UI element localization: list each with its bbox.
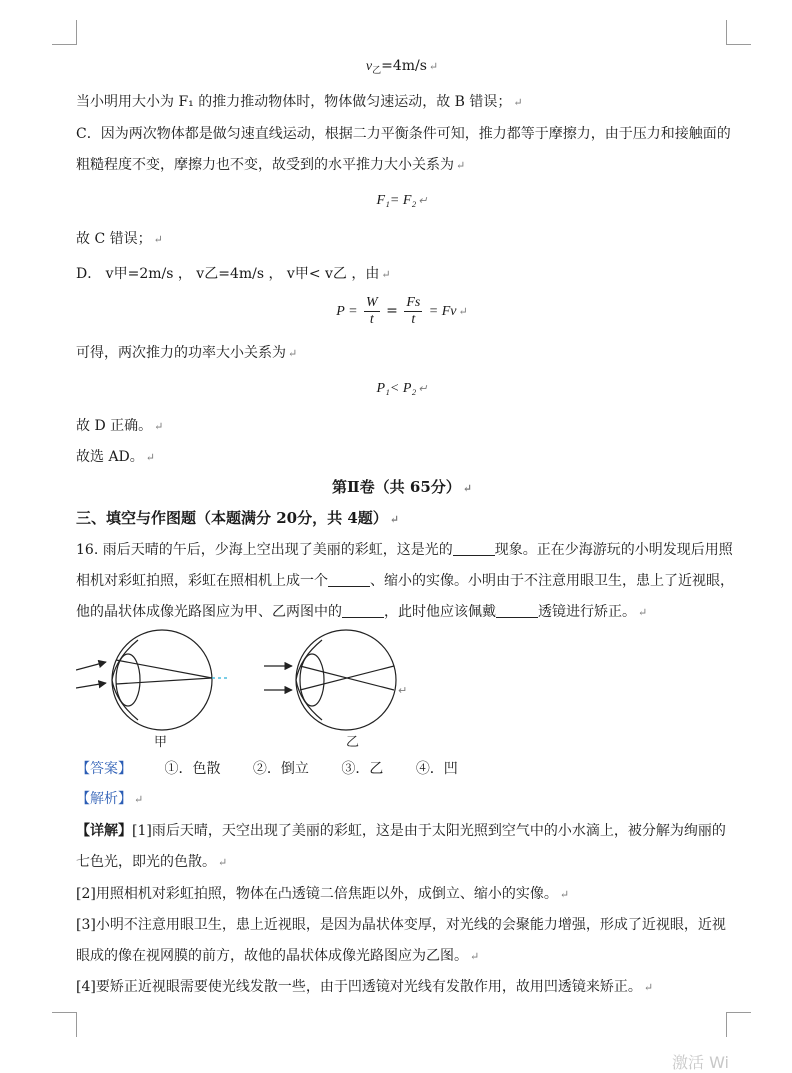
corner-mark-bottom-right bbox=[726, 1012, 751, 1037]
text-line: 故 D 正确。 ↵ bbox=[76, 418, 164, 434]
answer-row bbox=[76, 759, 458, 779]
question-16-line-3: 他的晶状体成像光路图应为甲、乙两图中的 ，此时他应该佩戴 透镜进行矫正。 ↵ bbox=[76, 604, 648, 620]
text-line: 故选 AD。 ↵ bbox=[76, 449, 156, 465]
answer-blank-3[interactable] bbox=[342, 603, 384, 618]
answer-item-4: ④．凹 bbox=[415, 761, 458, 777]
corner-mark-top-left bbox=[52, 20, 77, 45]
detail-label: 【详解】 bbox=[76, 823, 132, 839]
equation-force: F₁= F₂ ↵ bbox=[376, 193, 428, 208]
analysis-label: 【解析】 bbox=[76, 791, 132, 807]
corner-mark-bottom-left bbox=[52, 1012, 77, 1037]
question-16-line-1: 16. 雨后天晴的午后，少海上空出现了美丽的彩虹，这是光的 现象。正在少海游玩的小明发现后用照 bbox=[76, 542, 733, 558]
answer-blank-4[interactable] bbox=[496, 603, 538, 618]
eye-diagram-figure bbox=[76, 628, 416, 756]
eye-diagram-jia bbox=[76, 630, 228, 730]
eye-diagram-yi bbox=[264, 630, 396, 730]
text-line: 当小明用大小为 F₁ 的推力推动物体时，物体做匀速运动，故 B 错误； ↵ bbox=[76, 94, 523, 110]
text-line: 可得，两次推力的功率大小关系为 ↵ bbox=[76, 345, 298, 361]
part-title: 三、填空与作图题（本题满分 20分，共 4题） ↵ bbox=[76, 509, 399, 527]
answer-item-2: ②．倒立 bbox=[252, 761, 309, 777]
equation-power-compare: P₁< P₂ ↵ bbox=[376, 381, 428, 396]
text-line: D． v甲=2m/s ， v乙=4m/s ， v甲< v乙 ，由 ↵ bbox=[76, 266, 391, 282]
question-16-line-2: 相机对彩虹拍照，彩虹在照相机上成一个 、缩小的实像。小明由于不注意用眼卫生，患上了近视眼， bbox=[76, 573, 734, 589]
detail-line-5: 眼成的像在视网膜的前方，故他的晶状体成像光路图应为乙图。 ↵ bbox=[76, 948, 480, 964]
text-line: 粗糙程度不变，摩擦力也不变，故受到的水平推力大小关系为 ↵ bbox=[76, 157, 466, 173]
fraction-w-t: $\frac{W}{t}$ bbox=[366, 294, 378, 327]
detail-line-6: [4]要矫正近视眼需要使光线发散一些，由于凹透镜对光线有发散作用，故用凹透镜来矫正。 ↵ bbox=[76, 979, 654, 995]
label-jia: 甲 bbox=[154, 735, 168, 750]
analysis-label-row: 【解析】 ↵ bbox=[76, 791, 144, 807]
activation-watermark: 激活 Wi bbox=[672, 1053, 730, 1072]
detail-line-3: [2]用照相机对彩虹拍照，物体在凸透镜二倍焦距以外，成倒立、缩小的实像。 ↵ bbox=[76, 886, 570, 902]
detail-line-1: 【详解】[1]雨后天晴，天空出现了美丽的彩虹，这是由于太阳光照到空气中的小水滴上，被分解为绚丽的 bbox=[76, 823, 726, 839]
equation-v-yi: $v_乙=4m/s$ ↵ bbox=[365, 58, 439, 76]
paragraph-mark: ↵ bbox=[398, 684, 408, 697]
answer-label: 【答案】 bbox=[76, 761, 132, 777]
text-line: 故 C 错误； ↵ bbox=[76, 231, 163, 247]
answer-blank-2[interactable] bbox=[328, 572, 370, 587]
answer-blank-1[interactable] bbox=[453, 541, 495, 556]
answer-item-3: ③．乙 bbox=[341, 761, 384, 777]
detail-line-4: [3]小明不注意用眼卫生，患上近视眼，是因为晶状体变厚，对光线的会聚能力增强，形成了近视眼，近视 bbox=[76, 917, 726, 933]
corner-mark-top-right bbox=[726, 20, 751, 45]
section-title: 第Ⅱ卷（共 65分） ↵ bbox=[332, 478, 472, 496]
fraction-fs-t: $\frac{Fs}{t}$ bbox=[406, 294, 421, 327]
answer-item-1: ①．色散 bbox=[164, 761, 221, 777]
text-line: C．因为两次物体都是做匀速直线运动，根据二力平衡条件可知，推力都等于摩擦力，由于压力和接触面的 bbox=[76, 126, 731, 142]
detail-line-2: 七色光，即光的色散。 ↵ bbox=[76, 854, 228, 870]
equation-power: P = $\frac{W}{t}$ = $\frac{Fs}{t}$ = Fv ↵ bbox=[336, 294, 468, 327]
label-yi: 乙 bbox=[346, 735, 360, 750]
